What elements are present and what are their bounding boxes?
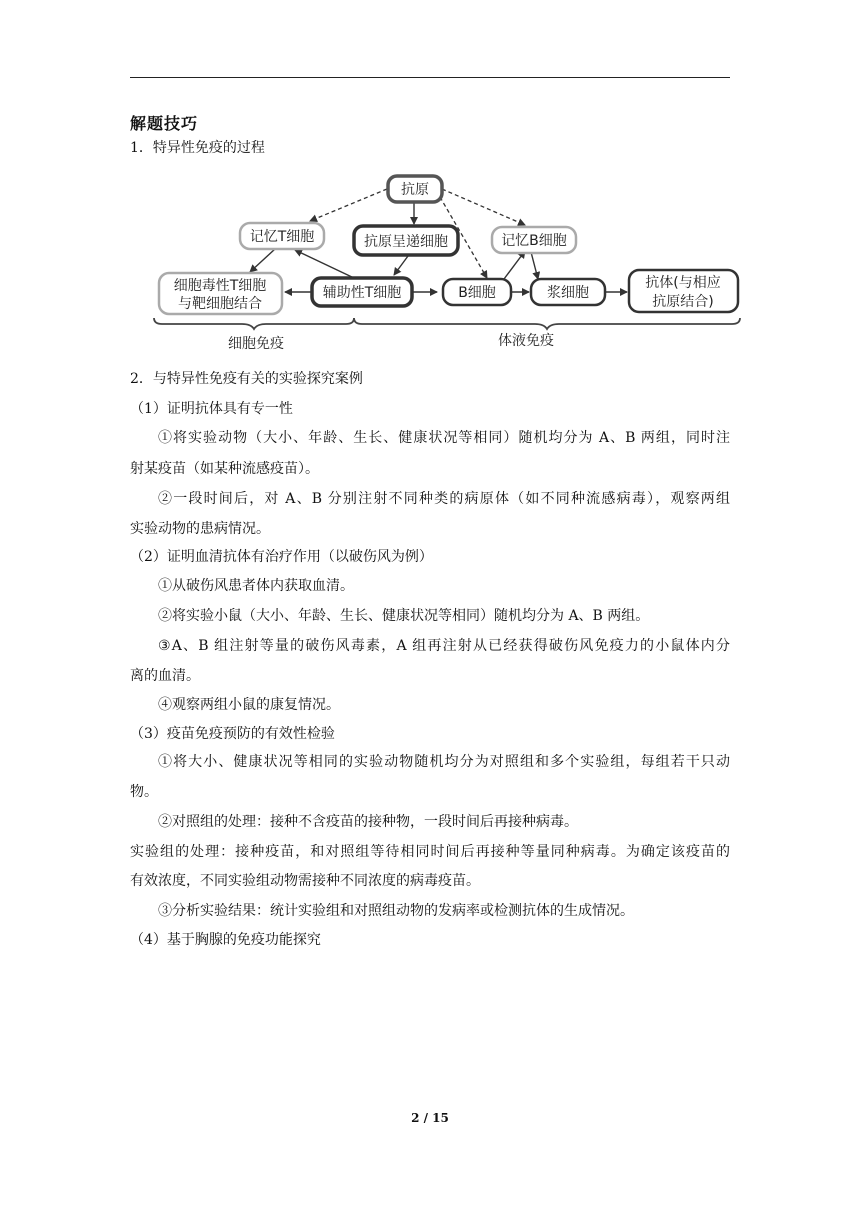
- sub-2-para-4: ④观察两组小鼠的康复情况。: [158, 697, 340, 713]
- node-antibody: [629, 270, 738, 312]
- sub-1-title: （1）证明抗体具有专一性: [130, 401, 293, 417]
- svg-text:抗体(与相应: 抗体(与相应: [645, 275, 721, 291]
- arrow-memory-t-cytotoxic-t: [250, 249, 275, 272]
- node-helper-t-cell: [312, 278, 412, 306]
- sub-3-para-1-line-2: 物。: [130, 784, 158, 800]
- node-cytotoxic-t-cell: [159, 273, 282, 314]
- sub-3-para-3-line-1: 实验组的处理：接种疫苗，和对照组等待相同时间后再接种等量同种病毒。为确定该疫苗的: [130, 844, 730, 860]
- node-memory-b-cell: [492, 227, 576, 253]
- section-2-title: 2．与特异性免疫有关的实验探究案例: [130, 371, 363, 387]
- svg-text:细胞毒性T细胞: 细胞毒性T细胞: [173, 278, 267, 294]
- sub-2-para-1: ①从破伤风患者体内获取血清。: [158, 578, 354, 594]
- node-b-cell: [443, 279, 511, 305]
- arrow-b-cell-memory-b: [504, 251, 525, 279]
- arrow-apc-helper-t: [394, 256, 408, 275]
- sub-1-para-1-line-1: ①将实验动物（大小、年龄、生长、健康状况等相同）随机均分为 A、B 两组，同时注: [158, 430, 730, 446]
- immune-process-diagram: [150, 171, 745, 356]
- sub-1-para-1-line-2: 射某疫苗（如某种流感疫苗）。: [130, 461, 319, 477]
- svg-text:辅助性T细胞: 辅助性T细胞: [322, 285, 402, 301]
- svg-text:B细胞: B细胞: [458, 285, 496, 301]
- label-cellular-immunity: 细胞免疫: [228, 336, 284, 352]
- sub-2-para-3-line-2: 离的血清。: [130, 668, 200, 684]
- page-number: 2 / 15: [411, 1111, 449, 1125]
- sub-3-para-3-line-2: 有效浓度，不同实验组动物需接种不同浓度的病毒疫苗。: [130, 873, 480, 889]
- svg-text:抗原呈递细胞: 抗原呈递细胞: [364, 234, 448, 250]
- arrow-helper-t-memory-t: [295, 250, 354, 278]
- node-antigen-presenting-cell: [354, 226, 458, 255]
- label-humoral-immunity: 体液免疫: [498, 333, 554, 349]
- sub-2-para-3-line-1: ③A、B 组注射等量的破伤风毒素，A 组再注射从已经获得破伤风免疫力的小鼠体内分: [158, 638, 730, 654]
- sub-3-title: （3）疫苗免疫预防的有效性检验: [130, 726, 335, 742]
- sub-4-title: （4）基于胸腺的免疫功能探究: [130, 932, 321, 948]
- arrow-memory-b-plasma: [531, 252, 538, 279]
- brace-cellular-immunity: [154, 318, 354, 329]
- sub-2-para-2: ②将实验小鼠（大小、年龄、生长、健康状况等相同）随机均分为 A、B 两组。: [158, 608, 650, 624]
- arrow-antigen-memory-t: [310, 189, 387, 221]
- sub-1-para-2-line-1: ②一段时间后，对 A、B 分别注射不同种类的病原体（如不同种流感病毒），观察两组: [158, 491, 730, 507]
- svg-text:抗原结合): 抗原结合): [652, 294, 714, 310]
- svg-text:与靶细胞结合: 与靶细胞结合: [178, 296, 262, 312]
- header-rule: [130, 77, 730, 78]
- brace-humoral-immunity: [354, 318, 740, 329]
- svg-text:记忆T细胞: 记忆T细胞: [249, 229, 315, 245]
- sub-3-para-1-line-1: ①将大小、健康状况等相同的实验动物随机均分为对照组和多个实验组，每组若干只动: [158, 754, 730, 770]
- node-antigen: [388, 176, 442, 202]
- section-1-title: 1．特异性免疫的过程: [130, 140, 265, 156]
- sub-3-para-4: ③分析实验结果：统计实验组和对照组动物的发病率或检测抗体的生成情况。: [158, 903, 634, 919]
- svg-text:浆细胞: 浆细胞: [547, 285, 589, 301]
- section-heading: 解题技巧: [130, 114, 199, 133]
- svg-text:抗原: 抗原: [401, 182, 429, 198]
- svg-text:记忆B细胞: 记忆B细胞: [501, 233, 567, 249]
- sub-2-title: （2）证明血清抗体有治疗作用（以破伤风为例）: [130, 549, 433, 565]
- arrow-antigen-memory-b: [442, 189, 525, 225]
- node-memory-t-cell: [240, 223, 324, 249]
- sub-3-para-2: ②对照组的处理：接种不含疫苗的接种物，一段时间后再接种病毒。: [158, 814, 578, 830]
- sub-1-para-2-line-2: 实验动物的患病情况。: [130, 521, 270, 537]
- node-plasma-cell: [531, 279, 605, 305]
